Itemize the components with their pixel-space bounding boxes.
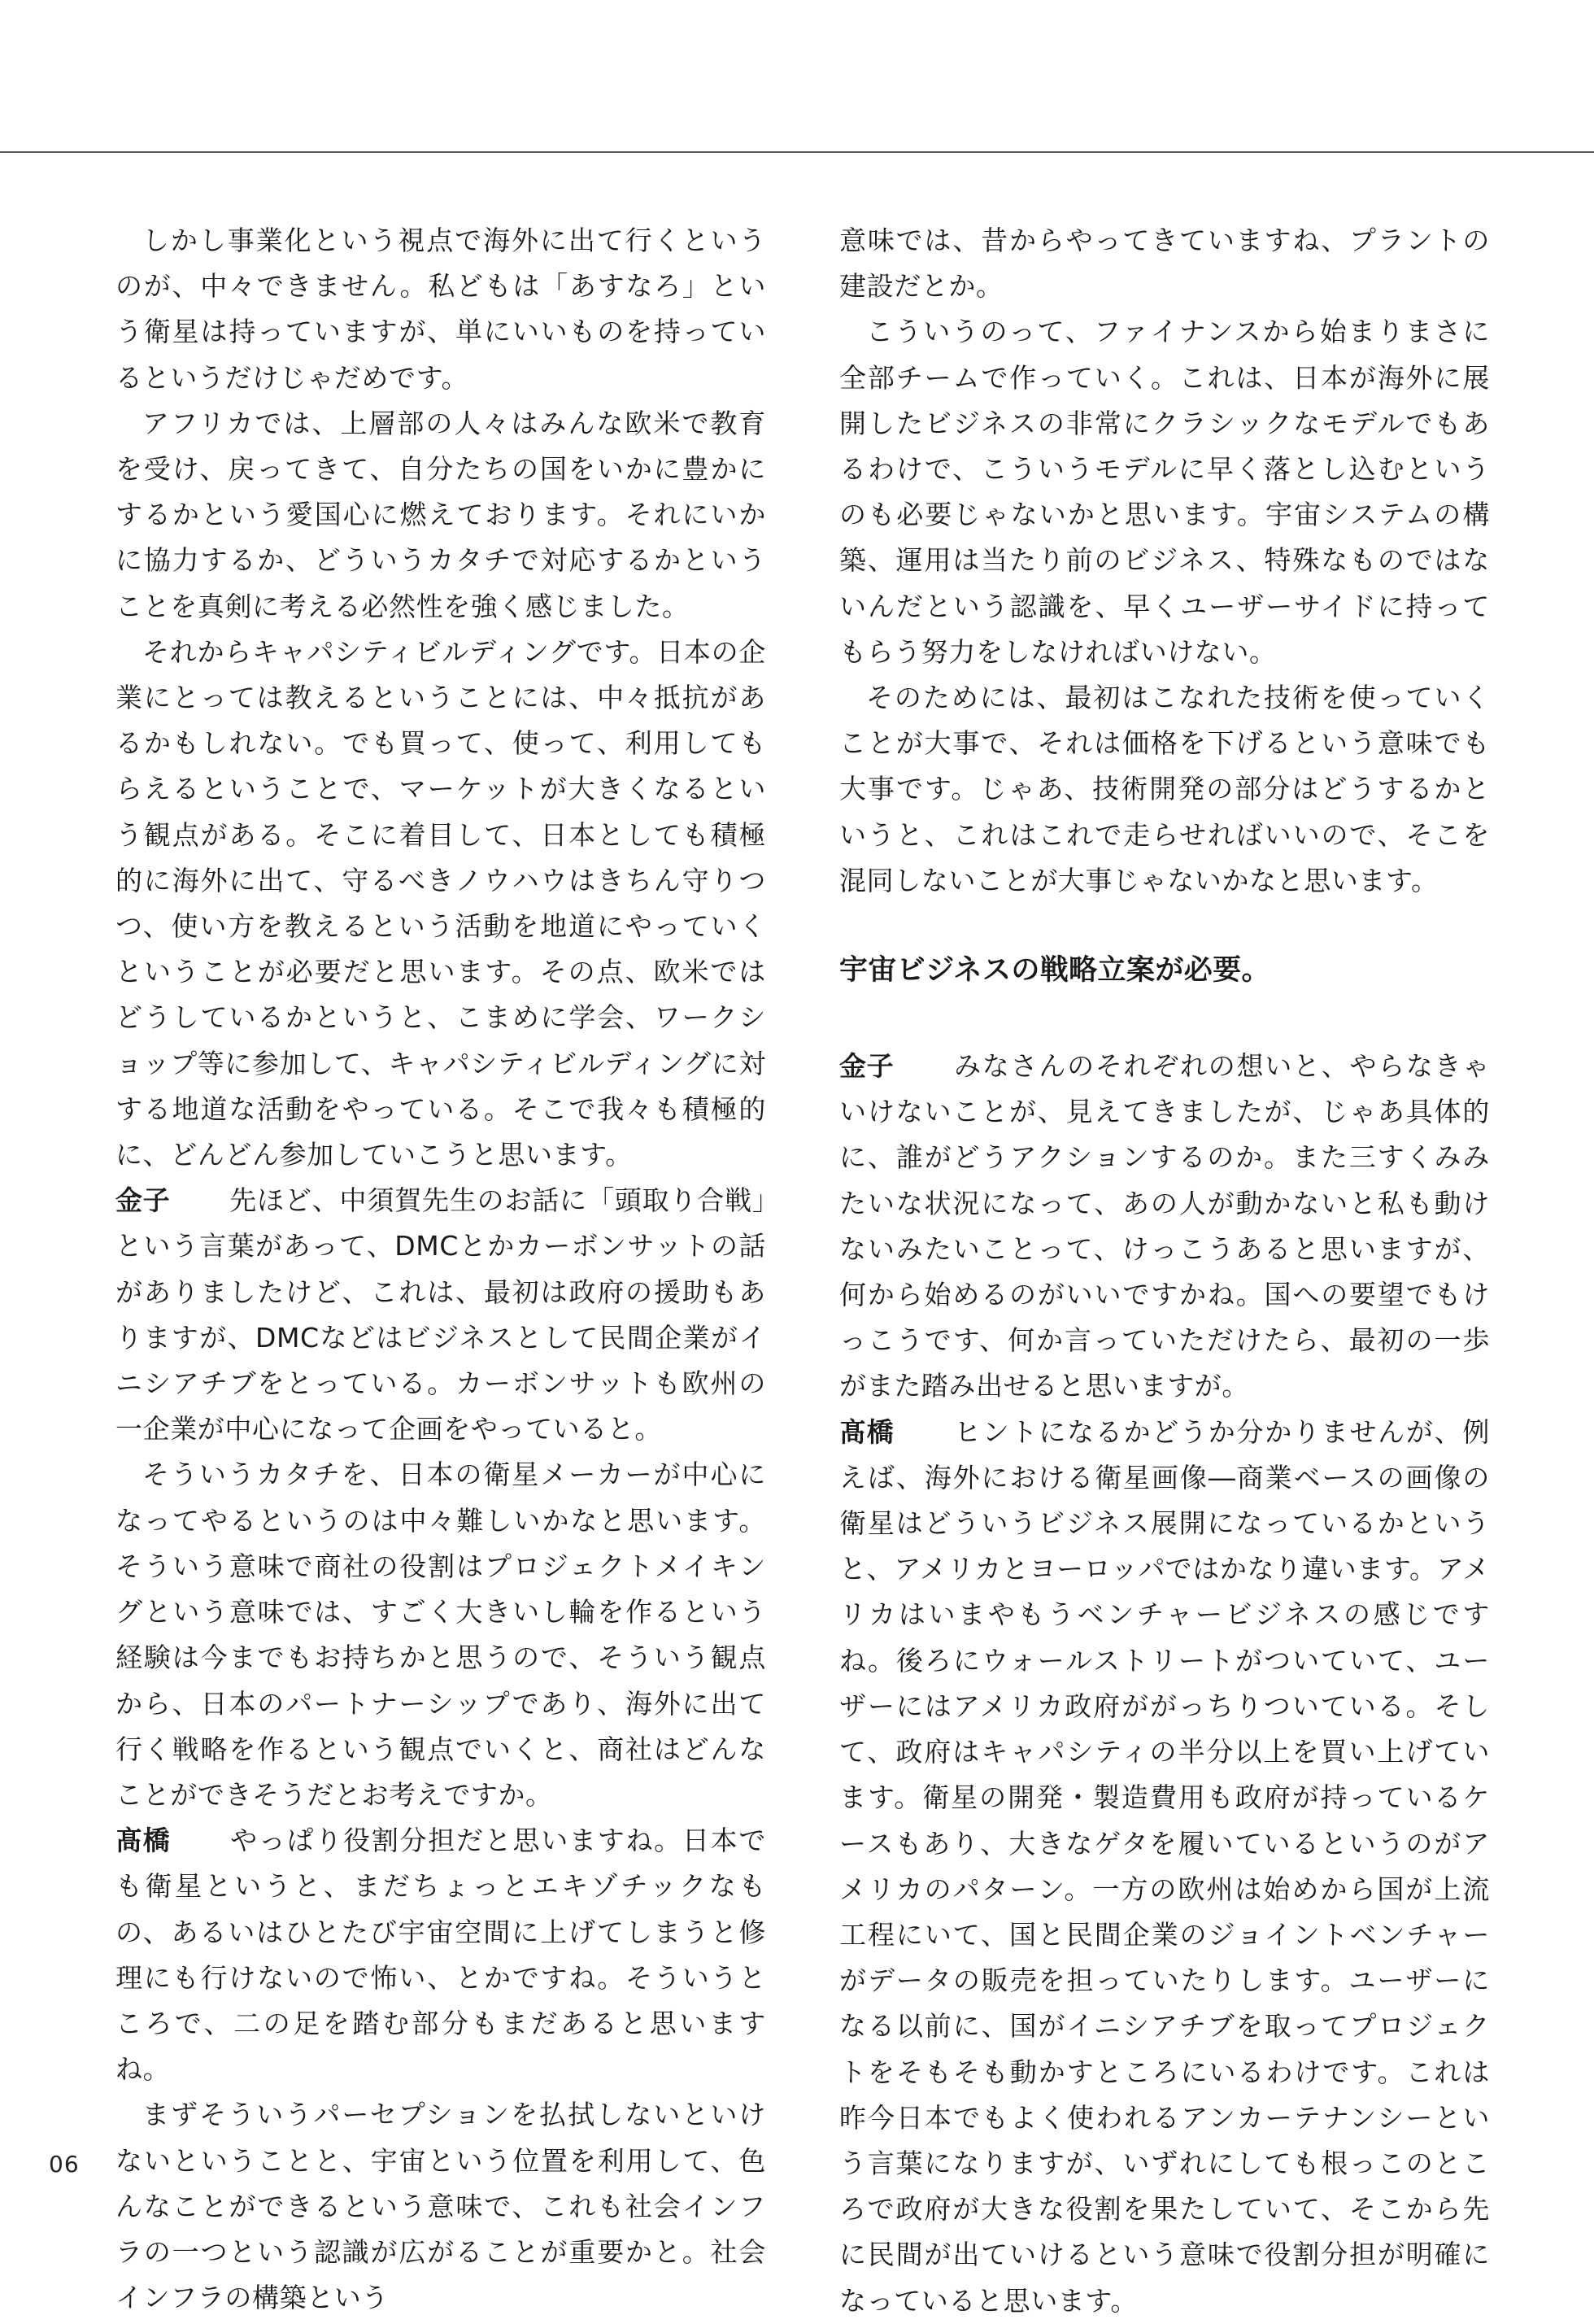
paragraph: そういうカタチを、日本の衛星メーカーが中心になってやるというのは中々難しいかなと思います。そういう意味で商社の役割はプロジェクトメイキングという意味では、すごく大きいし輪を作るという経験は今までもお持ちかと思うので、そういう観点から、日本のパートナーシップであり、海外に出て行く戦略を作るという観点でいくと、商社はどんなことができそうだとお考えですか。 [115,1458,766,1811]
speaker-paragraph [115,1818,766,2092]
paragraph: 意味では、昔からやってきていますね、プラントの建設だとか。 [839,225,1490,303]
speaker-name: 金子 [115,1184,171,1217]
right-column [839,218,1490,2324]
speech-text: 先ほど、中須賀先生のお話に「頭取り合戦」という言葉があって、DMCとかカーボンサットの話がありましたけど、これは、最初は政府の援助もありますが、DMCなどはビジネスとして民間企業がイニシアチブをとっている。カーボンサットも欧州の一企業が中心になって企画をやっていると。 [115,1184,766,1445]
paragraph: こういうのって、ファイナンスから始まりまさに全部チームで作っていく。これは、日本が海外に展開したビジネスの非常にクラシックなモデルでもあるわけで、こういうモデルに早く落とし込むというのも必要じゃないかと思います。宇宙システムの構築、運用は当たり前のビジネス、特殊なものではないんだという認識を、早くユーザーサイドに持ってもらう努力をしなければいけない。 [839,316,1490,668]
paragraph: まずそういうパーセプションを払拭しないといけないということと、宇宙という位置を利用して、色んなことができるという意味で、これも社会インフラの一つという認識が広がることが重要かと。社会インフラの構築という [115,2099,766,2314]
speech-text: やっぱり役割分担だと思いますね。日本でも衛星というと、まだちょっとエキゾチックなもの、あるいはひとたび宇宙空間に上げてしまうと修理にも行けないので怖い、とかですね。そういうところで、二の足を踏む部分もまだあると思いますね。 [115,1825,766,2086]
speaker-paragraph [839,1410,1490,2324]
section-heading: 宇宙ビジネスの戦略立案が必要。 [839,954,1270,988]
speaker-name: 金子 [839,1050,895,1083]
paragraph: そのためには、最初はこなれた技術を使っていくことが大事で、それは価格を下げるという意味でも大事です。じゃあ、技術開発の部分はどうするかというと、これはこれで走らせればいいので、そこを混同しないことが大事じゃないかなと思います。 [839,682,1490,896]
speaker-name: 髙橋 [115,1825,171,1857]
speech-text: みなさんのそれぞれの想いと、やらなきゃいけないことが、見えてきましたが、じゃあ具体的に、誰がどうアクションするのか。また三すくみみたいな状況になって、あの人が動かないと私も動けないみたいことって、けっこうあると思いますが、何から始めるのがいいですかね。国への要望でもけっこうです、何か言っていただけたら、最初の一歩がまた踏み出せると思いますが。 [839,1050,1490,1402]
header-rule [0,151,1594,153]
speaker-paragraph [115,1178,766,1452]
paragraph: アフリカでは、上層部の人々はみんな欧米で教育を受け、戻ってきて、自分たちの国をいかに豊かにするかという愛国心に燃えております。それにいかに協力するか、どういうカタチで対応するかということを真剣に考える必然性を強く感じました。 [115,407,766,622]
speaker-paragraph [839,1044,1490,1410]
paragraph: それからキャパシティビルディングです。日本の企業にとっては教えるということには、中々抵抗があるかもしれない。でも買って、使って、利用してもらえるということで、マーケットが大きくなるという観点がある。そこに着目して、日本としても積極的に海外に出て、守るべきノウハウはきちん守りつつ、使い方を教えるという活動を地道にやっていくということが必要だと思います。その点、欧米ではどうしているかというと、こまめに学会、ワークショップ等に参加して、キャパシティビルディングに対する地道な活動をやっている。そこで我々も積極的に、どんどん参加していこうと思います。 [115,635,766,1171]
left-column [115,218,766,2321]
speaker-name: 髙橋 [839,1415,895,1448]
page-number: 06 [49,2151,80,2178]
paragraph: しかし事業化という視点で海外に出て行くというのが、中々できません。私どもは「あすなろ」という衛星は持っていますが、単にいいものを持っているというだけじゃだめです。 [115,225,766,394]
speech-text: ヒントになるかどうか分かりませんが、例えば、海外における衛星画像―商業ベースの画像の衛星はどういうビジネス展開になっているかというと、アメリカとヨーロッパではかなり違います。アメリカはいまやもうベンチャービジネスの感じですね。後ろにウォールストリートがついていて、ユーザーにはアメリカ政府ががっちりついている。そして、政府はキャパシティの半分以上を買い上げています。衛星の開発・製造費用も政府が持っているケースもあり、大きなゲタを履いているというのがアメリカのパターン。一方の欧州は始めから国が上流工程にいて、国と民間企業のジョイントベンチャーがデータの販売を担っていたりします。ユーザーになる以前に、国がイニシアチブを取ってプロジェクトをそもそも動かすところにいるわけです。これは昨今日本でもよく使われるアンカーテナンシーという言葉になりますが、いずれにしても根っこのところで政府が大きな役割を果たしていて、そこから先に民間が出ていけるという意味で役割分担が明確になっていると思います。 [839,1415,1490,2317]
